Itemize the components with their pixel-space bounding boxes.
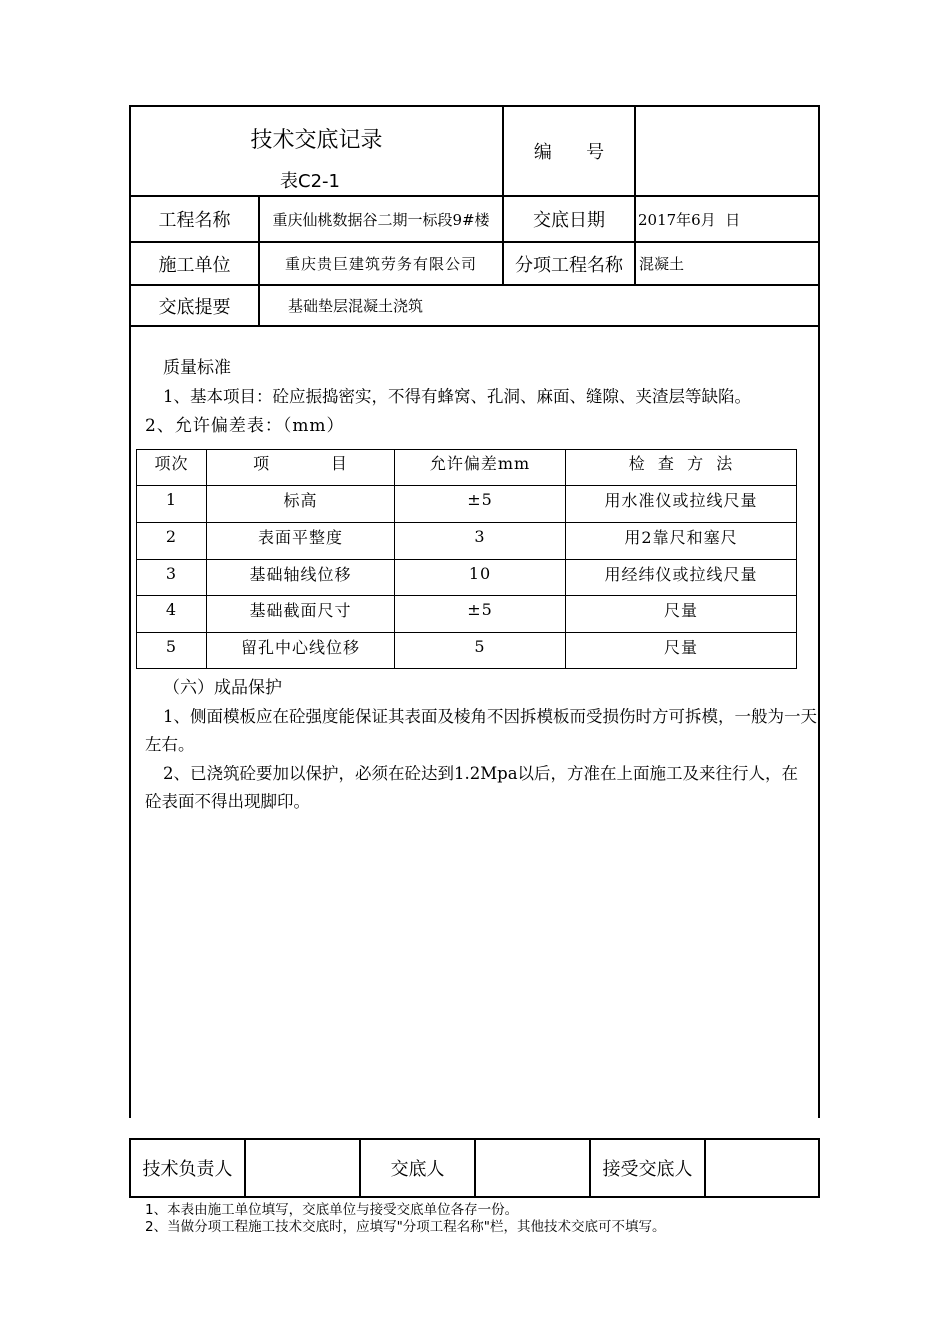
table-cell: 标高: [283, 490, 318, 510]
table-header: 项次: [154, 454, 189, 473]
footnote: 2、当做分项工程施工技术交底时，应填写"分项工程名称"栏，其他技术交底可不填写。: [145, 1219, 666, 1235]
table-cell: 尺量: [663, 637, 698, 657]
tech-lead-field[interactable]: [246, 1140, 359, 1196]
discloser-label: 交底人: [390, 1159, 445, 1180]
table-cell: 基础轴线位移: [249, 564, 352, 584]
table-cell: 1: [165, 489, 178, 509]
subitem-name-label: 分项工程名称: [515, 254, 623, 276]
project-name-value[interactable]: 重庆仙桃数据谷二期一标段9#楼: [272, 210, 490, 229]
summary-value[interactable]: 基础垫层混凝土浇筑: [288, 297, 424, 315]
table-header: 检 查 方 法: [628, 454, 734, 473]
table-cell: 5: [165, 636, 178, 656]
footnote: 1、本表由施工单位填写，交底单位与接受交底单位各存一份。: [145, 1202, 519, 1218]
table-cell: 3: [474, 526, 486, 546]
date-label: 交底日期: [533, 210, 605, 231]
table-cell: ±5: [467, 599, 493, 619]
tech-lead-label: 技术负责人: [142, 1159, 233, 1180]
receiver-label: 接受交底人: [602, 1159, 693, 1180]
table-cell: 留孔中心线位移: [240, 637, 360, 657]
project-name-label: 工程名称: [158, 210, 231, 231]
table-header: 项 目: [253, 454, 348, 473]
row-divider: [129, 325, 820, 327]
form-number: 表C2-1: [280, 171, 340, 192]
table-cell: 3: [165, 563, 178, 583]
protection-item-1: 1、侧面模板应在砼强度能保证其表面及棱角不因拆模板而受损伤时方可拆模，一般为一天左右。: [145, 707, 817, 754]
subitem-name-value[interactable]: 混凝土: [639, 255, 685, 273]
table-cell: 4: [165, 599, 178, 619]
construction-unit-value[interactable]: 重庆贵巨建筑劳务有限公司: [284, 255, 477, 273]
table-line: [136, 668, 797, 669]
table-cell: 用2靠尺和塞尺: [624, 527, 738, 547]
table-cell: 用水准仪或拉线尺量: [604, 490, 758, 510]
form-title: 技术交底记录: [250, 127, 383, 153]
table-cell: 用经纬仪或拉线尺量: [604, 564, 758, 584]
protection-item-2: 2、已浇筑砼要加以保护，必须在砼达到1.2Mpa以后，方准在上面施工及来往行人，在砼表面不得出现脚印。: [145, 764, 799, 811]
protection-heading: （六）成品保护: [163, 678, 282, 698]
table-cell: 表面平整度: [257, 527, 343, 547]
number-value[interactable]: [636, 107, 818, 195]
quality-item-2: 2、允许偏差表：（mm）: [145, 416, 345, 436]
table-cell: 尺量: [663, 600, 698, 620]
discloser-field[interactable]: [476, 1140, 589, 1196]
table-line: [796, 449, 797, 669]
table-cell: ±5: [467, 489, 493, 509]
table-cell: 5: [474, 636, 486, 656]
number-label: 编 号: [533, 142, 605, 163]
quality-heading: 质量标准: [163, 358, 231, 378]
receiver-field[interactable]: [706, 1140, 818, 1196]
date-value[interactable]: 2017年6月 日: [638, 210, 741, 229]
quality-item-1: 1、基本项目：砼应振捣密实，不得有蜂窝、孔洞、麻面、缝隙、夹渣层等缺陷。: [163, 387, 751, 406]
summary-label: 交底提要: [158, 296, 231, 318]
signature-divider: [818, 1138, 820, 1198]
table-header: 允许偏差mm: [429, 454, 531, 473]
table-cell: 2: [165, 526, 178, 546]
table-cell: 基础截面尺寸: [249, 600, 352, 620]
frame-right-border: [818, 105, 820, 1118]
table-cell: 10: [468, 563, 492, 583]
construction-unit-label: 施工单位: [158, 254, 231, 276]
